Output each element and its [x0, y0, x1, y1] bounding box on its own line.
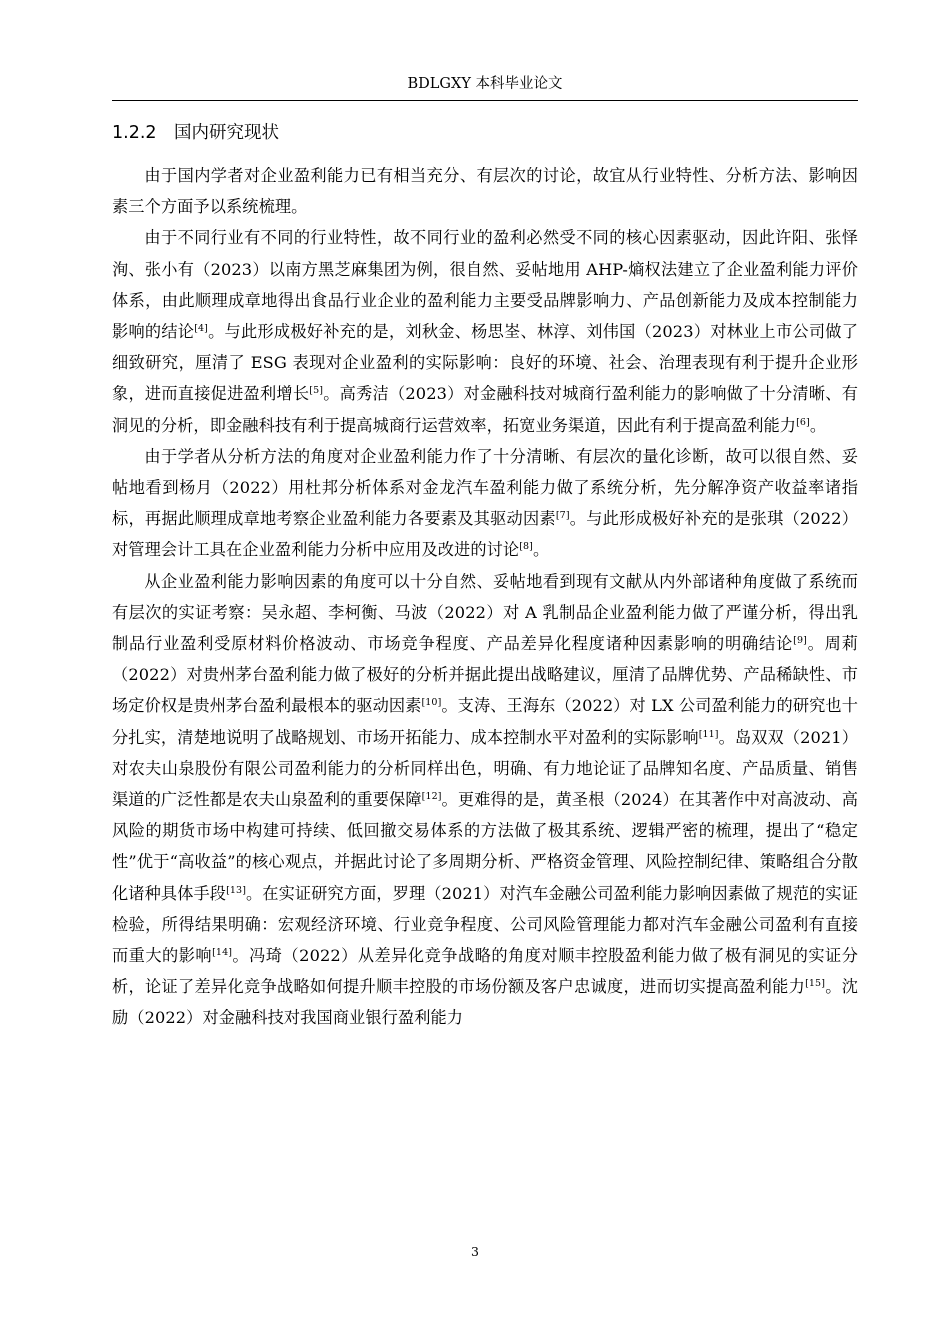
citation-marker: [15] — [805, 978, 825, 990]
text-run: 从企业盈利能力影响因素的角度可以十分自然、妥帖地看到现有文献从内外部诸种角度做了系统而有层次的实证考察：吴永超、李柯衡、马波（2022）对 A 乳制品企业盈利能力做了严谨分析，得出乳制品行业盈利受原材料价格波动、市场竞争程度、产品差异化程度诸种因素影响的明确结论 — [112, 571, 858, 654]
text-run: 。沈励（2022）对金融科技对我国商业银行盈利能力 — [112, 977, 859, 1028]
text-run: 。 — [532, 540, 550, 560]
text-run: 。在实证研究方面，罗理（2021）对汽车金融公司盈利能力影响因素做了规范的实证检验，所得结果明确：宏观经济环境、行业竞争程度、公司风险管理能力都对汽车金融公司盈利有直接而重大的影响 — [112, 883, 859, 966]
text-run: 。支涛、王海东（2022）对 LX 公司盈利能力的研究也十分扎实，清楚地说明了战略规划、市场开拓能力、成本控制水平对盈利的实际影响 — [112, 696, 858, 747]
section-number: 1.2.2 — [112, 123, 157, 143]
running-header: BDLGXY 本科毕业论文 — [407, 76, 563, 92]
text-run: 由于学者从分析方法的角度对企业盈利能力作了十分清晰、有层次的量化诊断，故可以很自然、妥帖地看到杨月（2022）用杜邦分析体系对金龙汽车盈利能力做了系统分析，先分解净资产收益率诸指标，再据此顺理成章地考察企业盈利能力各要素及其驱动因素 — [112, 446, 858, 529]
citation-marker: [5] — [309, 385, 324, 397]
paragraph — [112, 566, 858, 1034]
header-rule — [112, 100, 858, 101]
section-title: 国内研究现状 — [174, 123, 279, 143]
text-run: 。与此形成极好补充的是，刘秋金、杨思峑、林淳、刘伟国（2023）对林业上市公司做了细致研究，厘清了 ESG 表现对企业盈利的实际影响：良好的环境、社会、治理表现有利于提升企业形象，进而直接促进盈利增长 — [112, 322, 858, 404]
citation-marker: [10] — [421, 697, 442, 709]
paragraph — [112, 441, 858, 566]
text-run: 。冯琦（2022）从差异化竞争战略的角度对顺丰控股盈利能力做了极有洞见的实证分析，论证了差异化竞争战略如何提升顺丰控股的市场份额及客户忠诚度，进而切实提高盈利能力 — [112, 946, 859, 997]
citation-marker: [12] — [421, 791, 442, 803]
citation-marker: [6] — [796, 416, 810, 428]
text-run: 。与此形成极好补充的是张琪（2022）对管理会计工具在企业盈利能力分析中应用及改进的讨论 — [112, 509, 858, 560]
section-heading — [112, 120, 858, 146]
page-number: 3 — [471, 1244, 479, 1259]
citation-marker: [9] — [793, 635, 807, 647]
text-run: 。 — [809, 415, 827, 435]
citation-marker: [8] — [519, 541, 533, 553]
paragraph — [112, 160, 858, 222]
paragraph — [112, 222, 858, 440]
text-run: 。岛双双（2021）对农夫山泉股份有限公司盈利能力的分析同样出色，明确、有力地论证了品牌知名度、产品质量、销售渠道的广泛性都是农夫山泉盈利的重要保障 — [112, 727, 858, 810]
citation-marker: [4] — [194, 323, 208, 335]
body-text — [112, 160, 858, 1034]
text-run: 由于国内学者对企业盈利能力已有相当充分、有层次的讨论，故宜从行业特性、分析方法、影响因素三个方面予以系统梳理。 — [112, 166, 858, 217]
citation-marker: [14] — [212, 947, 233, 959]
text-run: 。周莉（2022）对贵州茅台盈利能力做了极好的分析并据此提出战略建议，厘清了品牌优势、产品稀缺性、市场定价权是贵州茅台盈利最根本的驱动因素 — [112, 634, 858, 716]
citation-marker: [7] — [555, 510, 570, 522]
citation-marker: [13] — [226, 884, 246, 896]
text-run: 由于不同行业有不同的行业特性，故不同行业的盈利必然受不同的核心因素驱动，因此许阳、张怿洵、张小有（2023）以南方黑芝麻集团为例，很自然、妥帖地用 AHP-熵权法建立了企业盈利能力评价体系，由此顺理成章地得出食品行业企业的盈利能力主要受品牌影响力、产品创新能力及成本控制能力影响的结论 — [112, 228, 858, 342]
text-run: 。更难得的是，黄圣根（2024）在其著作中对高波动、高风险的期货市场中构建可持续、低回撤交易体系的方法做了极其系统、逻辑严密的梳理，提出了“稳定性”优于“高收益”的核心观点，并据此讨论了多周期分析、严格资金管理、风险控制纪律、策略组合分散化诸种具体手段 — [112, 790, 858, 903]
citation-marker: [11] — [698, 728, 719, 740]
text-run: 。高秀洁（2023）对金融科技对城商行盈利能力的影响做了十分清晰、有洞见的分析，即金融科技有利于提高城商行运营效率，拓宽业务渠道，因此有利于提高盈利能力 — [112, 384, 858, 435]
